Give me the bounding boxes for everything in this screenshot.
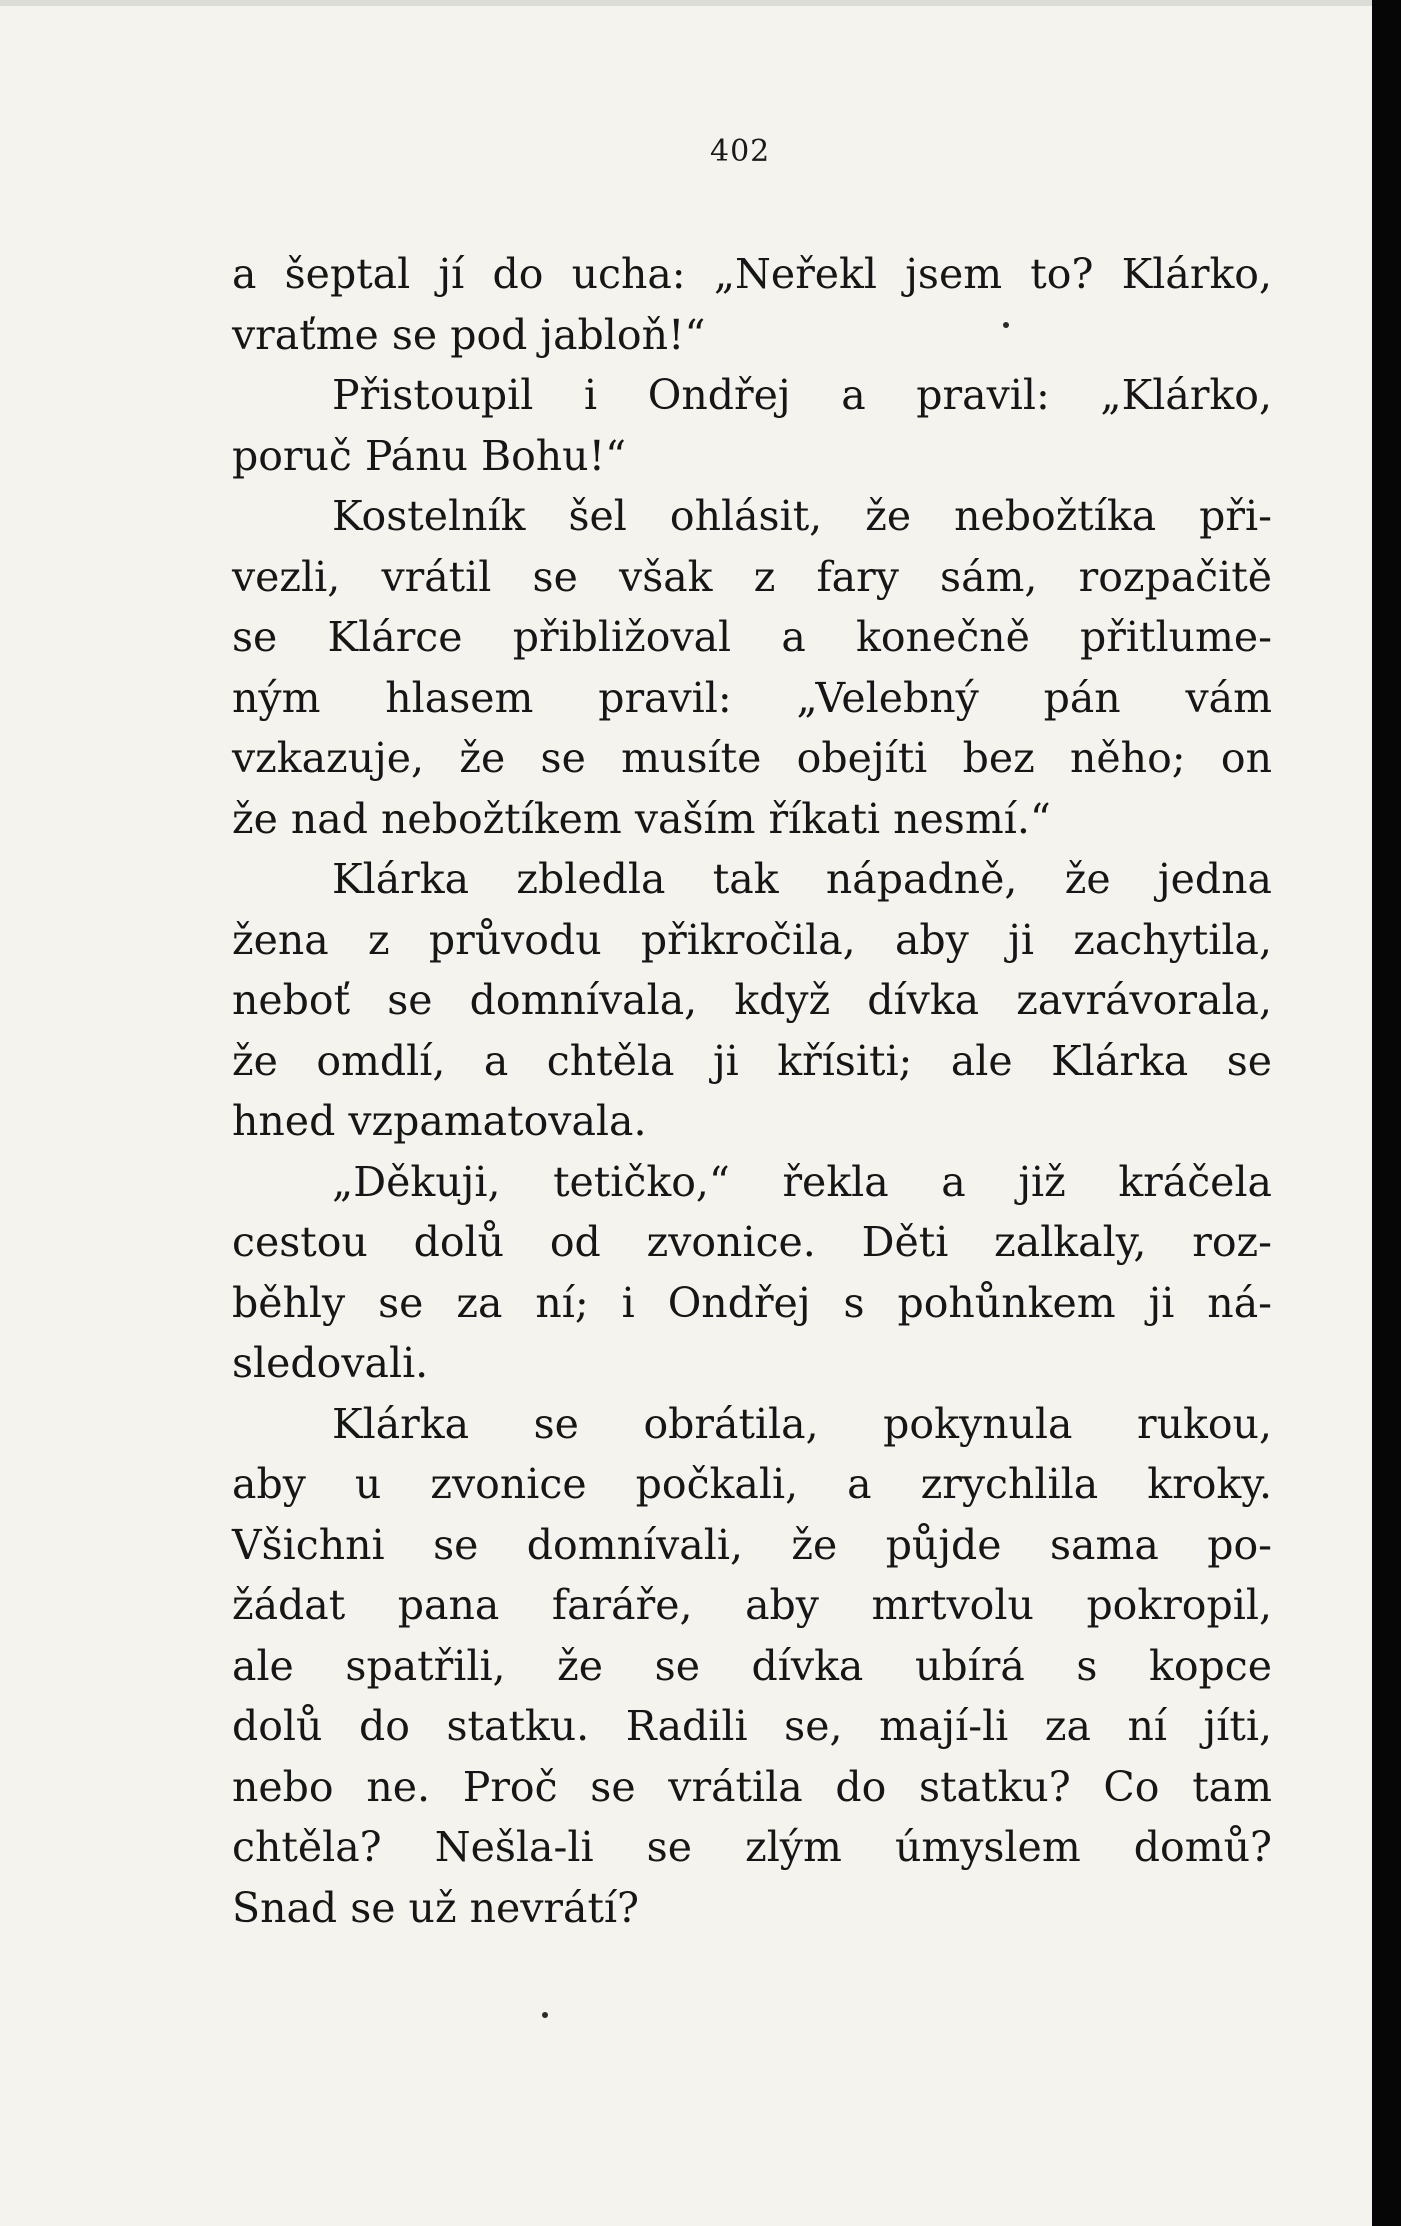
text-line: vraťme se pod jabloň!“ xyxy=(232,310,706,359)
text-line: aby u zvonice počkali, a zrychlila kroky. xyxy=(232,1460,1272,1508)
text-line: že nad nebožtíkem vaším říkati nesmí.“ xyxy=(232,794,1051,843)
text-line: nebo ne. Proč se vrátila do statku? Co tam xyxy=(232,1762,1272,1811)
page-number: 402 xyxy=(710,134,771,169)
text-line: chtěla? Nešla-li se zlým úmyslem domů? xyxy=(232,1823,1272,1871)
binding-edge xyxy=(1372,0,1401,2226)
text-line: neboť se domnívala, když dívka zavrávorala, xyxy=(232,976,1272,1024)
text-line: Snad se už nevrátí? xyxy=(232,1883,640,1932)
text-line: poruč Pánu Bohu!“ xyxy=(232,431,627,480)
text-line: Klárka se obrátila, pokynula rukou, xyxy=(332,1399,1272,1448)
text-line: žena z průvodu přikročila, aby ji zachytila, xyxy=(232,915,1272,964)
text-line: vezli, vrátil se však z fary sám, rozpačitě xyxy=(232,552,1272,601)
text-line: vzkazuje, že se musíte obejíti bez něho; on xyxy=(232,734,1272,782)
text-line: dolů do statku. Radili se, mají-li za ní jíti, xyxy=(232,1702,1272,1750)
text-line: „Děkuji, tetičko,“ řekla a již kráčela xyxy=(332,1157,1272,1206)
text-line: se Klárce přibližoval a konečně přitlume- xyxy=(232,613,1272,661)
text-line: Přistoupil i Ondřej a pravil: „Klárko, xyxy=(332,371,1272,419)
text-line: běhly se za ní; i Ondřej s pohůnkem ji ná- xyxy=(232,1278,1272,1327)
text-line: Kostelník šel ohlásit, že nebožtíka při- xyxy=(332,492,1272,540)
print-speck xyxy=(1003,322,1009,328)
text-line: Klárka zbledla tak nápadně, že jedna xyxy=(332,855,1272,903)
text-line: že omdlí, a chtěla ji křísiti; ale Klárka se xyxy=(232,1036,1272,1085)
print-speck xyxy=(542,2012,548,2018)
text-line: žádat pana faráře, aby mrtvolu pokropil, xyxy=(232,1581,1272,1629)
text-line: Všichni se domnívali, že půjde sama po- xyxy=(232,1520,1272,1569)
text-line: cestou dolů od zvonice. Děti zalkaly, roz- xyxy=(232,1218,1272,1266)
text-line: hned vzpamatovala. xyxy=(232,1097,647,1145)
body-text xyxy=(232,244,1272,1938)
text-line: a šeptal jí do ucha: „Neřekl jsem to? Klárko, xyxy=(232,250,1272,298)
text-line: ným hlasem pravil: „Velebný pán vám xyxy=(232,673,1272,722)
text-line: ale spatřili, že se dívka ubírá s kopce xyxy=(232,1641,1272,1690)
text-line: sledovali. xyxy=(232,1339,429,1387)
